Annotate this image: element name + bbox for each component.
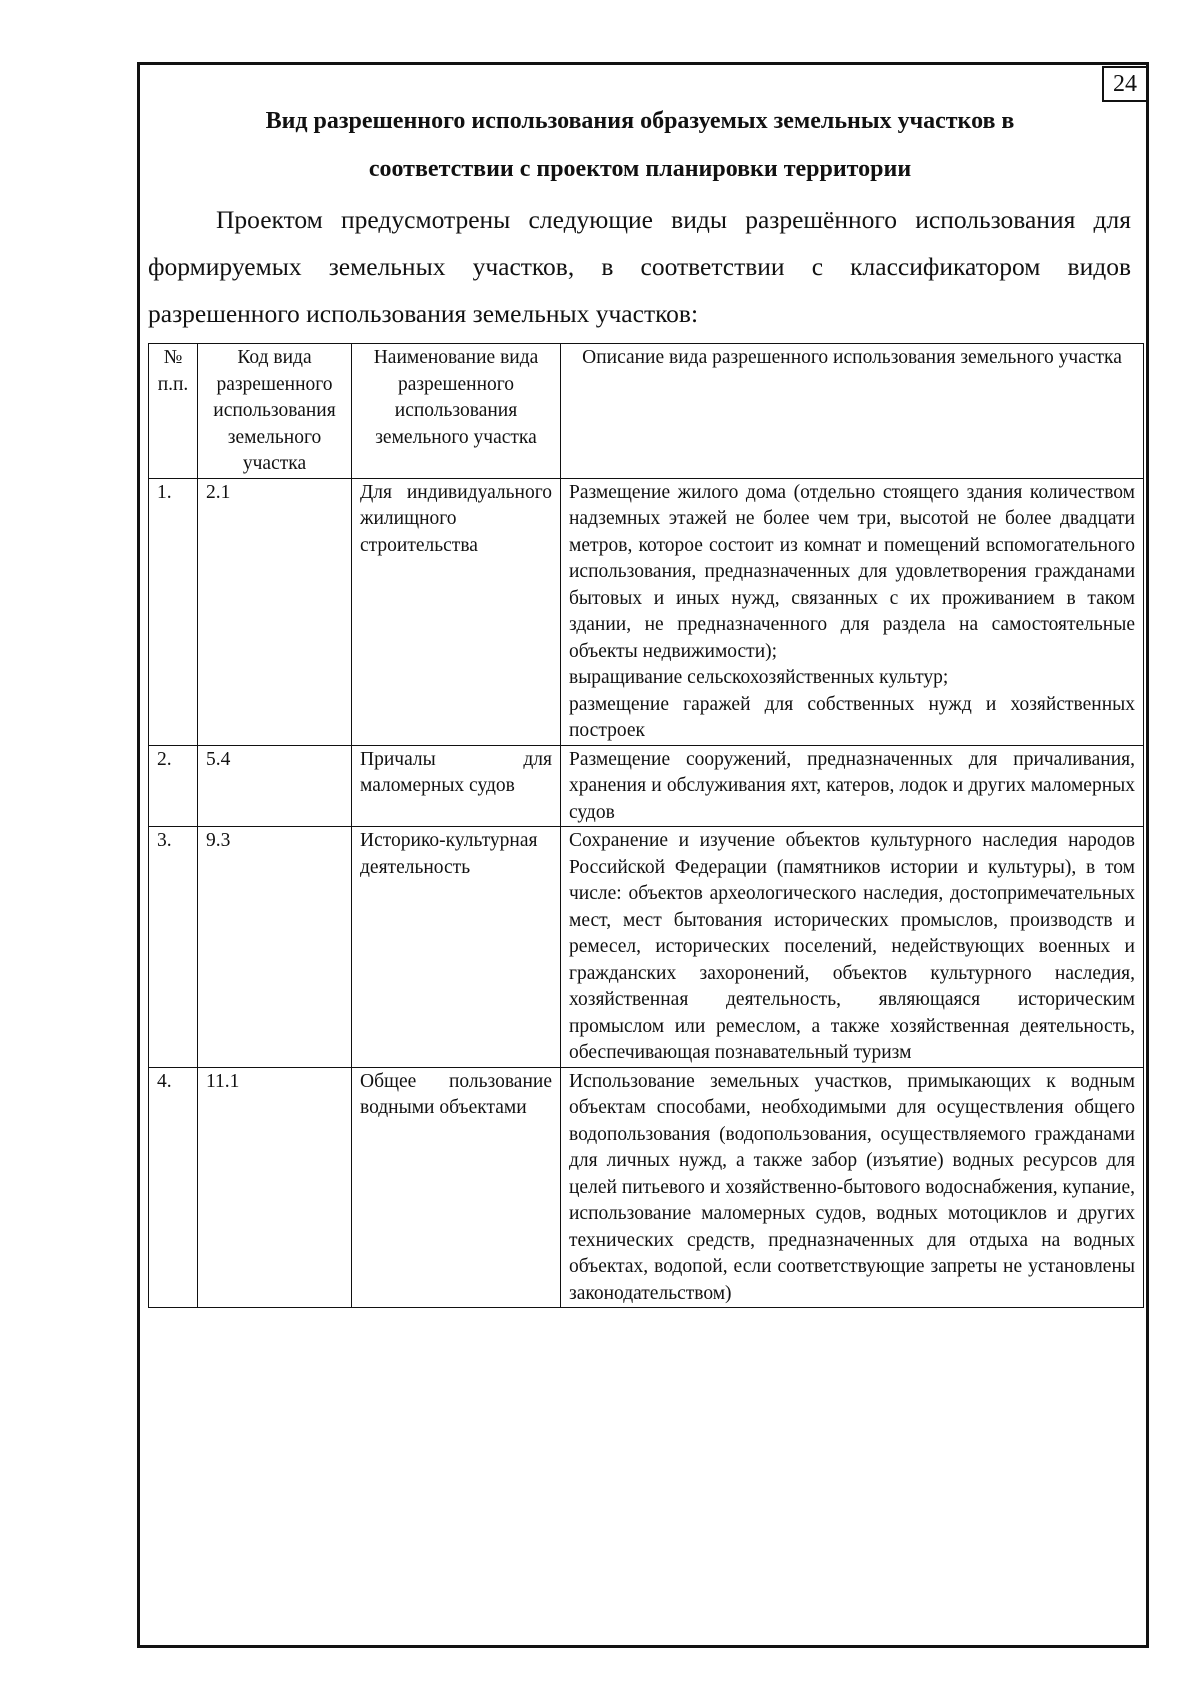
row-name: Причалы для маломерных судов <box>352 745 561 827</box>
header-name: Наименование вида разрешенного использования земельного участка <box>352 344 561 479</box>
page-number: 24 <box>1102 66 1148 102</box>
table-row <box>149 478 1144 745</box>
row-name: Для индивидуального жилищного строительства <box>352 478 561 745</box>
table-row <box>149 827 1144 1068</box>
table-row <box>149 1067 1144 1308</box>
row-description <box>561 827 1144 1068</box>
row-code: 9.3 <box>198 827 352 1068</box>
row-number: 2. <box>149 745 198 827</box>
header-number: № п.п. <box>149 344 198 479</box>
description-paragraph: Размещение сооружений, предназначенных для причаливания, хранения и обслуживания яхт, катеров, лодок и других маломерных судов <box>569 748 1135 823</box>
row-number: 3. <box>149 827 198 1068</box>
row-description <box>561 1067 1144 1308</box>
row-name: Историко-культурная деятельность <box>352 827 561 1068</box>
description-paragraph: Использование земельных участков, примыкающих к водным объектам способами, необходимыми для осуществления общего водопользования (водопользования, осуществляемого гражданами для личных нужд, а также забор (изъятие) водных ресурсов для целей питьевого и хозяйственно-бытового водоснабжения, купание, использование маломерных судов, водных мотоциклов и других технических средств, предназначенных для отдыха на водных объектах, водопой, если соответствующие запреты не установлены законодательством) <box>569 1070 1135 1304</box>
row-name: Общее пользование водными объектами <box>352 1067 561 1308</box>
description-paragraph: выращивание сельскохозяйственных культур; <box>569 667 949 688</box>
table-header-row <box>149 344 1144 479</box>
header-description: Описание вида разрешенного использования земельного участка <box>561 344 1144 479</box>
row-code: 11.1 <box>198 1067 352 1308</box>
document-title-line-2: соответствии с проектом планировки территории <box>368 156 912 182</box>
description-paragraph: Сохранение и изучение объектов культурного наследия народов Российской Федерации (памятников истории и культуры), в том числе: объектов археологического наследия, достопримечательных мест, мест бытования исторических промыслов, производств и ремесел, исторических поселений, недействующих военных и гражданских захоронений, объектов культурного наследия, хозяйственная деятельность, являющаяся историческим промыслом или ремеслом, а также хозяйственная деятельность, обеспечивающая познавательный туризм <box>569 830 1135 1063</box>
row-description <box>561 745 1144 827</box>
row-number: 1. <box>149 478 198 745</box>
description-paragraph: Размещение жилого дома (отдельно стоящего здания количеством надземных этажей не более чем три, высотой не более двадцати метров, которое состоит из комнат и помещений вспомогательного использования, предназначенных для удовлетворения гражданами бытовых и иных нужд, связанных с их проживанием в таком здании, не предназначенного для раздела на самостоятельные объекты недвижимости); <box>569 481 1135 662</box>
row-code: 5.4 <box>198 745 352 827</box>
description-paragraph: размещение гаражей для собственных нужд и хозяйственных построек <box>569 693 1135 741</box>
land-use-table <box>148 343 1144 1308</box>
row-description <box>561 478 1144 745</box>
intro-paragraph: Проектом предусмотрены следующие виды разрешённого использования для формируемых земельных участков, в соответствии с классификатором видов разрешенного использования земельных участков: <box>148 205 1131 328</box>
document-title-line-1: Вид разрешенного использования образуемых земельных участков в <box>265 108 1015 134</box>
header-code: Код вида разрешенного использования земельного участка <box>198 344 352 479</box>
row-number: 4. <box>149 1067 198 1308</box>
table-row <box>149 745 1144 827</box>
row-code: 2.1 <box>198 478 352 745</box>
